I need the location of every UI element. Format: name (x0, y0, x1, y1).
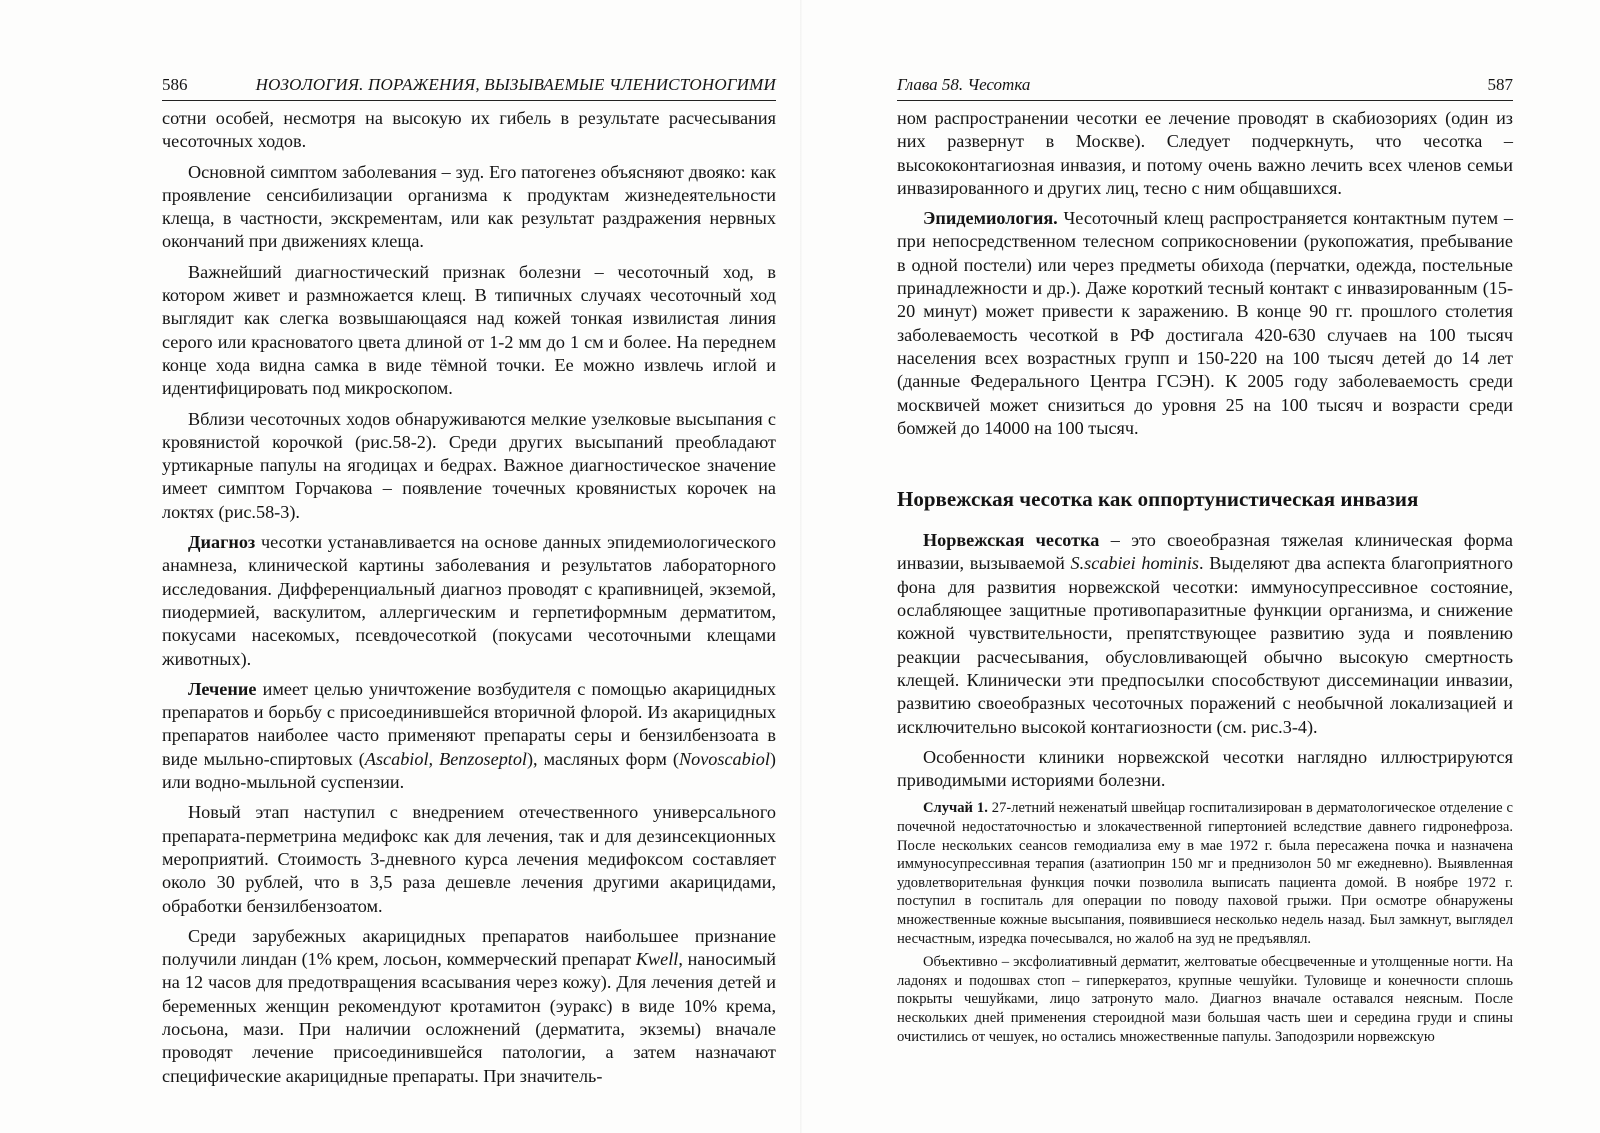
paragraph-text: ), масляных форм ( (526, 748, 679, 769)
paragraph-text: чесотки устанавливается на основе данных эпидемиологического анамнеза, клинической картины заболевания и результатов лабораторного исследования. Дифференциальный диагноз проводят с крапивницей, экземой, пиодермией, васкулитом, аллергическим и герпетиформным дерматитом, покусами насекомых, псевдочесоткой (покусами чесоточными клещами животных). (162, 532, 776, 669)
paragraph: Новый этап наступил с внедрением отечественного универсального препарата-перметрина медифокс как для лечения, так и для дезинсекционных мероприятий. Стоимость 3-дневного курса лечения медифоксом составляет около 30 рублей, что в 3,5 раза дешевле лечения другими акарицидами, обработки бензилбензоатом. (162, 802, 776, 916)
left-page-number: 586 (162, 75, 188, 94)
left-running-head-title: НОЗОЛОГИЯ. ПОРАЖЕНИЯ, ВЫЗЫВАЕМЫЕ ЧЛЕНИСТОНОГИМИ (255, 75, 776, 94)
paragraph-norwegian-scabies (897, 529, 1513, 739)
right-body-text (897, 107, 1513, 792)
case-text: 27-летний неженатый швейцар госпитализирован в дерматологическое отделение с почечной недостаточностью и злокачественной гипертонией вследствие давнего гидронефроза. После нескольких сеансов гемодиализа ему в мае 1972 г. была пересажена почка и назначена иммуносупрессивная терапия (азатиоприн 150 мг и преднизолон 50 мг ежедневно). Выявленная удовлетворительная функция почки позволила выписать пациента домой. В ноябре 1972 г. поступил в госпиталь для операции по поводу паховой грыжи. При осмотре обнаружены множественные кожные высыпания, появившиеся несколько недель назад. Был замкнут, выглядел несчастным, изредка почесывался, но жалоб на зуд не предъявлял. (897, 800, 1513, 947)
paragraph-treatment (162, 678, 776, 794)
paragraph (162, 925, 776, 1088)
paragraph-diagnosis (162, 531, 776, 671)
paragraph: ном распространении чесотки ее лечение проводят в скабиозориях (один из них развернут в Москве). Следует подчеркнуть, что чесотка – высококонтагиозная инвазия, и потому очень важно лечить всех членов семьи инвазированного и других лиц, тесно с ним общавшихся. (897, 108, 1513, 198)
paragraph-epidemiology (897, 207, 1513, 440)
drug-names: Ascabiol, Benzoseptol (364, 748, 527, 769)
case-paragraph (897, 799, 1513, 948)
run-in-heading: Норвежская чесотка (923, 530, 1100, 551)
species-name: S.scabiei hominis (1070, 553, 1199, 574)
section-heading: Норвежская чесотка как оппортунистическая инвазия (897, 487, 1419, 512)
paragraph-text: ) или водно-мыльной суспензии. (162, 748, 776, 793)
case-label: Случай 1. (923, 800, 988, 817)
paragraph-text: , наносимый на 12 часов для предотвращения всасывания через кожу). Для лечения детей и беременных женщин рекомендуют кротамитон (эуракс) в виде 10% крема, лосьона, мази. При наличии осложнений (дерматита, экземы) вначале проводят лечение присоединившейся патологии, а затем назначают специфические акарицидные препараты. При значитель- (162, 949, 777, 1086)
paragraph-text: . Выделяют два аспекта благоприятного фона для развития норвежской чесотки: иммуносупрессивное состояние, ослабляющее защитные противопаразитные функции организма, и снижение кожной чувствительности, препятствующее развитию зуда и появлению реакции расчесывания, обусловливающей обычно высокую смертность клещей. Клинически эти предпосылки способствуют диссеминации инвазии, развитию своеобразных чесоточных поражений с необычной локализацией и исключительно высокой контагиозности (см. рис.3-4). (897, 553, 1514, 737)
paragraph: Особенности клиники норвежской чесотки наглядно иллюстрируются приводимыми историями болезни. (897, 746, 1513, 791)
drug-name: Novoscabiol (678, 748, 770, 769)
right-page-number: 587 (1487, 75, 1513, 94)
paragraph: Важнейший диагностический признак болезни – чесоточный ход, в котором живет и размножается клещ. В типичных случаях чесоточный ход выглядит как слегка возвышающаяся над кожей тонкая извилистая линия серого или красноватого цвета длиной от 1-2 мм до 1 см и более. На переднем конце хода видна самка в виде тёмной точки. Ее можно извлечь иглой и идентифицировать под микроскопом. (162, 261, 776, 399)
paragraph-text: – это своеобразная тяжелая клиническая форма инвазии, вызываемой (897, 530, 1513, 574)
paragraph-text: Среди зарубежных акарицидных препаратов наибольшее признание получили линдан (1% крем, лосьон, коммерческий препарат (162, 925, 776, 970)
case-report (897, 799, 1513, 1046)
left-body-text (162, 107, 776, 1088)
run-in-heading: Эпидемиология. (923, 208, 1058, 229)
run-in-heading: Лечение (188, 678, 257, 699)
paragraph-text: имеет целью уничтожение возбудителя с помощью акарицидных препаратов и борьбу с присоединившейся вторичной флорой. Из акарицидных препаратов наиболее часто применяют препараты серы и бензилбензоата в виде мыльно-спиртовых ( (162, 678, 776, 769)
case-paragraph: Объективно – эксфолиативный дерматит, желтоватые обесцвеченные и утолщенные ногти. На ладонях и подошвах стоп – гиперкератоз, крупные чешуйки. Туловище и конечности сплошь покрыты чешуйками, лицо затронуто мало. Диагноз вначале оставался неясным. После нескольких дней применения стероидной мази большая часть шеи и середина груди и спины очистились от чешуек, но остались множественные папулы. Заподозрили норвежскую (897, 954, 1513, 1045)
drug-name: Kwell (635, 949, 679, 970)
right-running-head (897, 70, 1513, 101)
paragraph: Вблизи чесоточных ходов обнаруживаются мелкие узелковые высыпания с кровянистой корочкой (рис.58-2). Среди других высыпаний преобладают уртикарные папулы на ягодицах и бедрах. Важное диагностическое значение имеет симптом Горчакова – появление точечных кровянистых корочек на локтях (рис.58-3). (162, 408, 776, 522)
right-page (897, 70, 1513, 1051)
right-running-head-title: Глава 58. Чесотка (897, 75, 1031, 94)
paragraph: сотни особей, несмотря на высокую их гибель в результате расчесывания чесоточных ходов. (162, 108, 776, 152)
paragraph-text: Чесоточный клещ распространяется контактным путем – при непосредственном телесном соприкосновении (рукопожатия, пребывание в одной постели) или через предметы обихода (перчатки, одежда, постельные принадлежности и др.). Даже короткий тесный контакт с инвазированным (15-20 минут) может привести к заражению. В конце 90 гг. прошлого столетия заболеваемость чесоткой в РФ достигала 420-630 случаев на 100 тысяч населения всех возрастных групп и 150-220 на 100 тысяч детей до 14 лет (данные Федерального Центра ГСЭН). К 2005 году заболеваемость среди москвичей может снизиться до уровня 25 на 100 тысяч и возрасти среди бомжей до 14000 на 100 тысяч. (897, 208, 1513, 438)
left-page (162, 70, 776, 1095)
book-gutter (800, 0, 802, 1133)
run-in-heading: Диагноз (188, 532, 256, 553)
left-running-head (162, 70, 776, 101)
paragraph: Основной симптом заболевания – зуд. Его патогенез объясняют двояко: как проявление сенсибилизации организма к продуктам жизнедеятельности клеща, в частности, экскрементам, или как результат раздражения нервных окончаний при движениях клеща. (162, 161, 776, 252)
